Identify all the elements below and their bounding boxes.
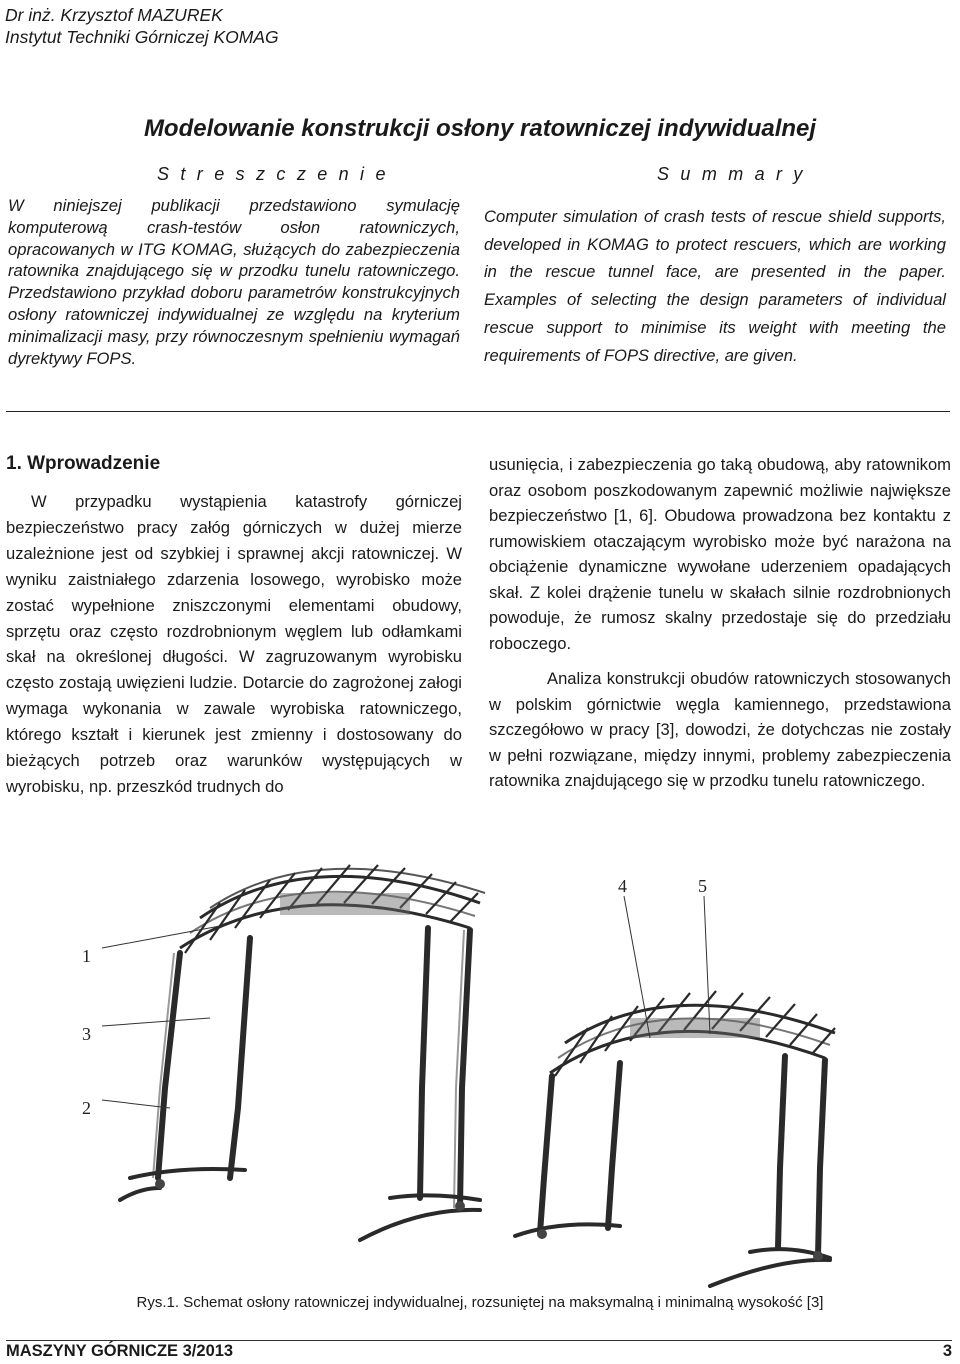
author-block xyxy=(5,4,279,48)
figure-caption: Rys.1. Schemat osłony ratowniczej indywidualnej, rozsuniętej na maksymalną i minimalną wysokość [3] xyxy=(136,1294,824,1311)
figure-label: 5 xyxy=(698,876,707,896)
body-column-left xyxy=(6,452,462,800)
paper-title: Modelowanie konstrukcji osłony ratowniczej indywidualnej xyxy=(143,115,817,142)
body-paragraph: usunięcia, i zabezpieczenia go taką obudową, aby ratownikom oraz osobom poszkodowanym zapewnić możliwie największe bezpieczeństwo [1, 6]. Obudowa prowadzona bez kontaktu z rumowiskiem otaczającym wyrobisko może być narażona na obciążenie dynamiczne wywołane uderzeniem opadających skał. Z kolei drążenie tunelu w skałach silnie rozdrobnionych powoduje, że rumosz skalny przedostaje się do przedziału roboczego. xyxy=(489,455,951,653)
figure-label: 1 xyxy=(82,946,91,966)
figure-label: 3 xyxy=(82,1024,91,1044)
body-column-right xyxy=(489,452,951,794)
body-paragraph: W przypadku wystąpienia katastrofy górniczej bezpieczeństwo pracy załóg górniczych w dużej mierze uzależnione jest od szybkiej i sprawnej akcji ratowniczej. W wyniku zaistniałego zdarzenia losowego, wyrobisko może zostać wypełnione zniszczonymi elementami obudowy, sprzętu oraz często rozdrobnionym węglem lub odłamkami skał na określonej długości. W zagruzowanym wyrobisku często zostają uwięzieni ludzie. Dotarcie do zagrożonej załogi wymaga wykonania w zawale wyrobiska ratowniczego, którego kształt i kierunek jest zmienny i dostosowany do bieżących potrzeb oraz warunków występujących w wyrobisku, np. przeszkód trudnych do xyxy=(6,492,462,796)
author-affiliation: Instytut Techniki Górniczej KOMAG xyxy=(5,27,279,47)
figure-label: 2 xyxy=(82,1098,91,1118)
footer-divider xyxy=(6,1340,952,1341)
abstract-divider xyxy=(6,411,950,412)
figure-label: 4 xyxy=(618,876,627,896)
section-heading: 1. Wprowadzenie xyxy=(6,453,161,474)
abstract-en-text: Computer simulation of crash tests of rescue shield supports, developed in KOMAG to protect rescuers, which are working in the rescue tunnel face, are presented in the paper. Examples of selecting the design parameters of individual rescue support to minimise its weight with meeting the requirements of FOPS directive, are given. xyxy=(484,207,946,365)
abstract-en-heading: S u m m a r y xyxy=(657,164,806,184)
page-number: 3 xyxy=(942,1342,952,1360)
author-name: Dr inż. Krzysztof MAZUREK xyxy=(5,5,223,25)
shield-left-extended xyxy=(120,865,485,1240)
footer-journal: MASZYNY GÓRNICZE 3/2013 xyxy=(6,1342,234,1360)
body-paragraph: Analiza konstrukcji obudów ratowniczych stosowanych w polskim górnictwie węgla kamiennego, przedstawiona szczegółowo w pracy [3], dowodzi, że dotychczas nie zostały w pełni rozwiązane, między innymi, problemy zabezpieczenia ratownika znajdującego się w przodku tunelu ratowniczego. xyxy=(489,669,951,791)
abstract-pl-heading: S t r e s z c z e n i e xyxy=(157,164,389,184)
abstract-pl-text: W niniejszej publikacji przedstawiono symulację komputerową crash-testów osłon ratowniczych, opracowanych w ITG KOMAG, służących do zabezpieczenia ratownika znajdującego się w przodku tunelu ratowniczego. Przedstawiono przykład doboru parametrów konstrukcyjnych osłony ratowniczej indywidualnej ze względu na kryterium minimalizacji masy, przy równoczesnym spełnieniu wymagań dyrektywy FOPS. xyxy=(8,196,460,368)
shield-right-retracted xyxy=(515,991,835,1286)
rescue-shield-figure xyxy=(60,848,940,1288)
